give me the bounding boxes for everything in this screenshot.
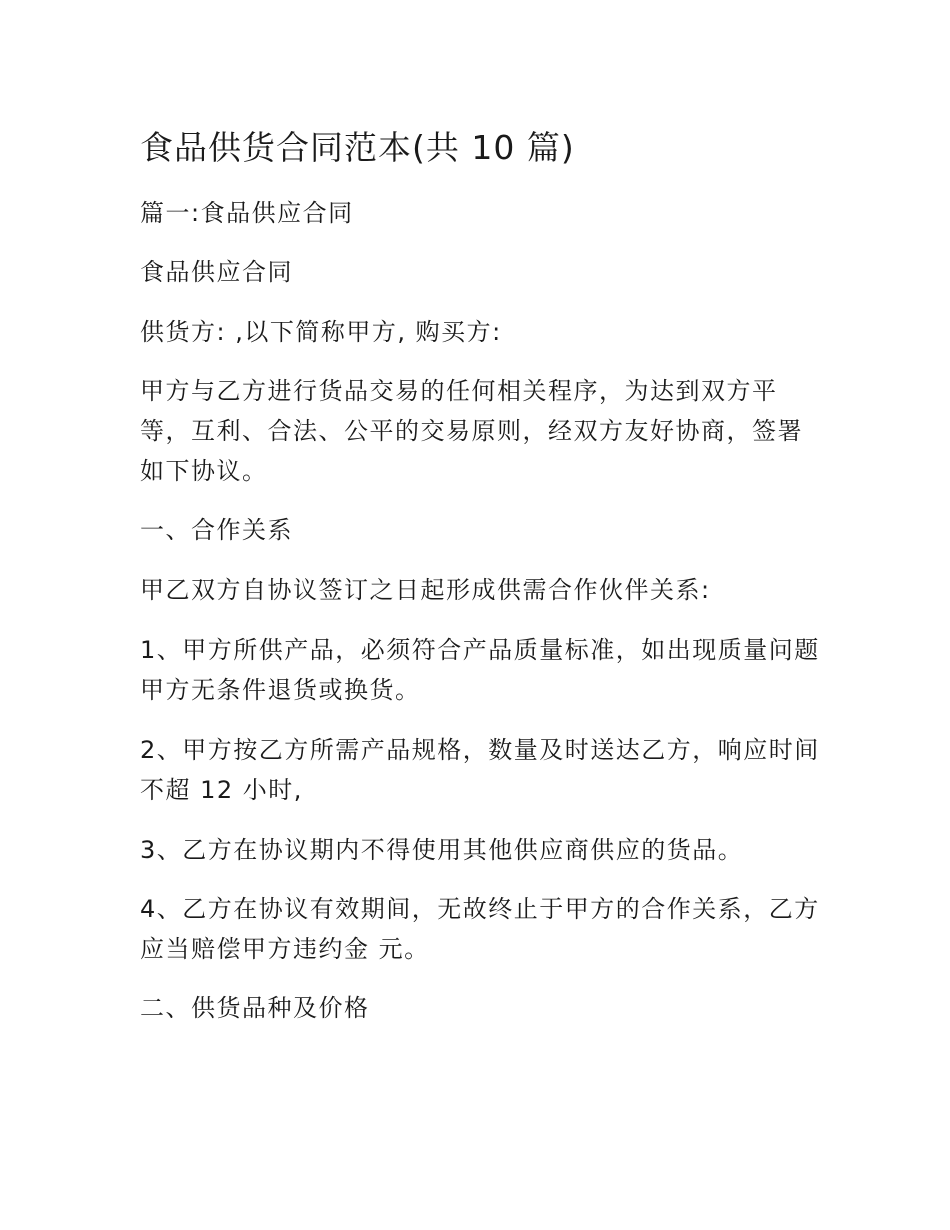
document-title: 食品供货合同范本(共 10 篇): [140, 128, 575, 167]
clause-1: 1、甲方所供产品，必须符合产品质量标准，如出现质量问题甲方无条件退货或换货。: [140, 636, 820, 704]
cooperation-intro: 甲乙双方自协议签订之日起形成供需合作伙伴关系:: [140, 576, 711, 604]
clause-3: 3、乙方在协议期内不得使用其他供应商供应的货品。: [140, 836, 744, 864]
clause-4: 4、乙方在协议有效期间，无故终止于甲方的合作关系，乙方应当赔偿甲方违约金 元。: [140, 895, 820, 963]
parties-line: 供货方: ,以下简称甲方, 购买方:: [140, 318, 502, 346]
section-heading-goods-and-prices: 二、供货品种及价格: [140, 994, 370, 1022]
clause-2: 2、甲方按乙方所需产品规格，数量及时送达乙方，响应时间不超 12 小时,: [140, 736, 820, 804]
section-heading-part-one: 篇一:食品供应合同: [140, 199, 354, 227]
preamble-paragraph: 甲方与乙方进行货品交易的任何相关程序，为达到双方平等，互利、合法、公平的交易原则，经双方友好协商，签署如下协议。: [140, 377, 803, 485]
section-heading-cooperation: 一、合作关系: [140, 516, 293, 544]
contract-name: 食品供应合同: [140, 258, 293, 286]
